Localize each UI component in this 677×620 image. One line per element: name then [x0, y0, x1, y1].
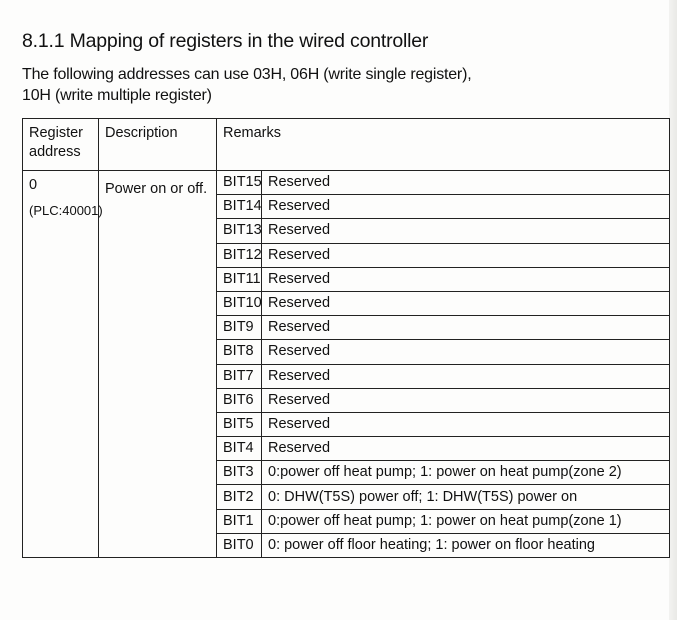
bit-label: BIT3: [217, 461, 262, 485]
bit-remark: Reserved: [262, 291, 670, 315]
bit-label: BIT7: [217, 364, 262, 388]
bit-label: BIT15: [217, 171, 262, 195]
bit-label: BIT9: [217, 316, 262, 340]
bit-label: BIT11: [217, 267, 262, 291]
bit-remark: Reserved: [262, 340, 670, 364]
register-table: [22, 118, 670, 558]
bit-remark: Reserved: [262, 243, 670, 267]
bit-label: BIT0: [217, 533, 262, 557]
intro-line-1: The following addresses can use 03H, 06H (write single register),: [22, 66, 472, 83]
address-value: 0: [29, 177, 38, 193]
plc-address: (PLC:40001): [29, 203, 103, 218]
bit-label: BIT4: [217, 437, 262, 461]
header-address-line2: address: [29, 144, 81, 160]
bit-remark: 0:power off heat pump; 1: power on heat pump(zone 2): [262, 461, 670, 485]
bit-remark: Reserved: [262, 316, 670, 340]
bit-label: BIT14: [217, 195, 262, 219]
bit-label: BIT13: [217, 219, 262, 243]
bit-label: BIT5: [217, 412, 262, 436]
bit-label: BIT12: [217, 243, 262, 267]
bit-label: BIT1: [217, 509, 262, 533]
bit-label: BIT10: [217, 291, 262, 315]
bit-label: BIT8: [217, 340, 262, 364]
page-edge: [669, 0, 677, 620]
bit-remark: Reserved: [262, 267, 670, 291]
bit-remark: 0:power off heat pump; 1: power on heat pump(zone 1): [262, 509, 670, 533]
header-description: Description: [99, 119, 217, 171]
bit-remark: 0: power off floor heating; 1: power on floor heating: [262, 533, 670, 557]
bit-remark: Reserved: [262, 364, 670, 388]
bit-remark: Reserved: [262, 412, 670, 436]
bit-remark: 0: DHW(T5S) power off; 1: DHW(T5S) power on: [262, 485, 670, 509]
header-register-address: [23, 119, 99, 171]
register-address: [23, 171, 103, 558]
bit-remark: Reserved: [262, 437, 670, 461]
section-heading: 8.1.1 Mapping of registers in the wired controller: [22, 30, 429, 52]
bit-remark: Reserved: [262, 219, 670, 243]
bit-remark: Reserved: [262, 195, 670, 219]
bit-remark: Reserved: [262, 171, 670, 195]
bit-remark: Reserved: [262, 388, 670, 412]
intro-text: [22, 64, 471, 106]
header-address-line1: Register: [29, 125, 83, 141]
table-row: [23, 171, 670, 195]
header-remarks: Remarks: [217, 119, 670, 171]
register-description: Power on or off.: [99, 171, 217, 558]
bit-label: BIT6: [217, 388, 262, 412]
intro-line-2: 10H (write multiple register): [22, 87, 212, 104]
table-header-row: [23, 119, 670, 171]
bit-label: BIT2: [217, 485, 262, 509]
